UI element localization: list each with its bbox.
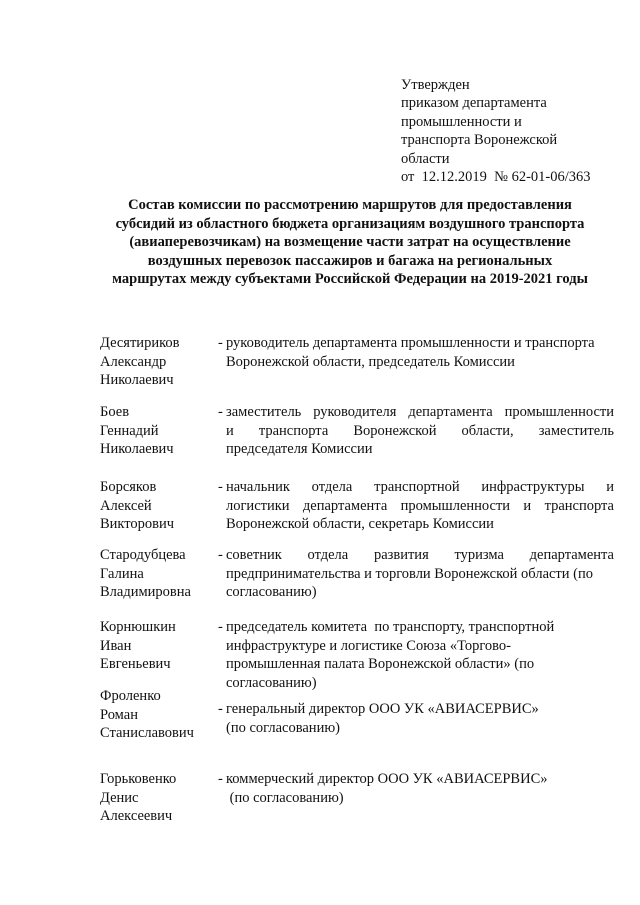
title-line: Состав комиссии по рассмотрению маршрутов для предоставления: [128, 197, 572, 213]
member-role: начальник отдела транспортной инфраструктуры и логистики департамента промышленности и транспорта Воронежской области, секретарь Комиссии: [226, 479, 614, 533]
dash-marker: -: [218, 771, 223, 787]
member-role: генеральный директор ООО УК «АВИАСЕРВИС» (по согласованию): [226, 701, 539, 736]
dash-marker: -: [218, 479, 223, 495]
member-role: коммерческий директор ООО УК «АВИАСЕРВИС» (по согласованию): [226, 771, 548, 806]
approval-line: области: [401, 150, 450, 167]
title-line: воздушных перевозок пассажиров и багажа на региональных: [147, 252, 553, 269]
document-title: [90, 196, 610, 289]
member-name: Боев Геннадий Николаевич: [100, 404, 174, 458]
title-line: субсидий из областного бюджета организациям воздушного транспорта: [115, 215, 585, 232]
approval-order-line: от 12.12.2019 № 62-01-06/363: [401, 169, 591, 186]
approval-line: промышленности и: [401, 113, 522, 130]
member-name: Фроленко Роман Станиславович: [100, 688, 194, 742]
dash-marker: -: [218, 547, 223, 563]
dash-marker: -: [218, 335, 223, 351]
title-line: маршрутах между субъектами Российской Федерации на 2019-2021 годы: [112, 271, 588, 288]
member-name: Горьковенко Денис Алексеевич: [100, 771, 177, 825]
approval-stamp: [401, 76, 631, 186]
member-role: руководитель департамента промышленности и транспорта Воронежской области, председатель Комиссии: [226, 335, 595, 370]
dash-marker: -: [218, 619, 223, 635]
approval-line: транспорта Воронежской: [401, 132, 558, 149]
dash-marker: -: [218, 701, 223, 717]
member-name: Корнюшкин Иван Евгеньевич: [100, 619, 176, 673]
member-name: Стародубцева Галина Владимировна: [100, 547, 191, 601]
approval-line: приказом департамента: [401, 95, 547, 112]
title-line: (авиаперевозчикам) на возмещение части затрат на осуществление: [129, 234, 571, 251]
member-name: Десятириков Александр Николаевич: [100, 335, 180, 389]
dash-marker: -: [218, 404, 223, 420]
member-role: заместитель руководителя департамента промышленности и транспорта Воронежской области, заместитель председателя Комиссии: [226, 404, 614, 458]
member-role: председатель комитета по транспорту, транспортной инфраструктуре и логистике Союза «Торгово- промышленная палата Воронежской области» (по согласованию): [226, 619, 555, 691]
member-role: советник отдела развития туризма департамента предпринимательства и торговли Воронежской области (по согласованию): [226, 547, 614, 601]
member-name: Борсяков Алексей Викторович: [100, 479, 175, 533]
approval-line: Утвержден: [401, 77, 470, 93]
